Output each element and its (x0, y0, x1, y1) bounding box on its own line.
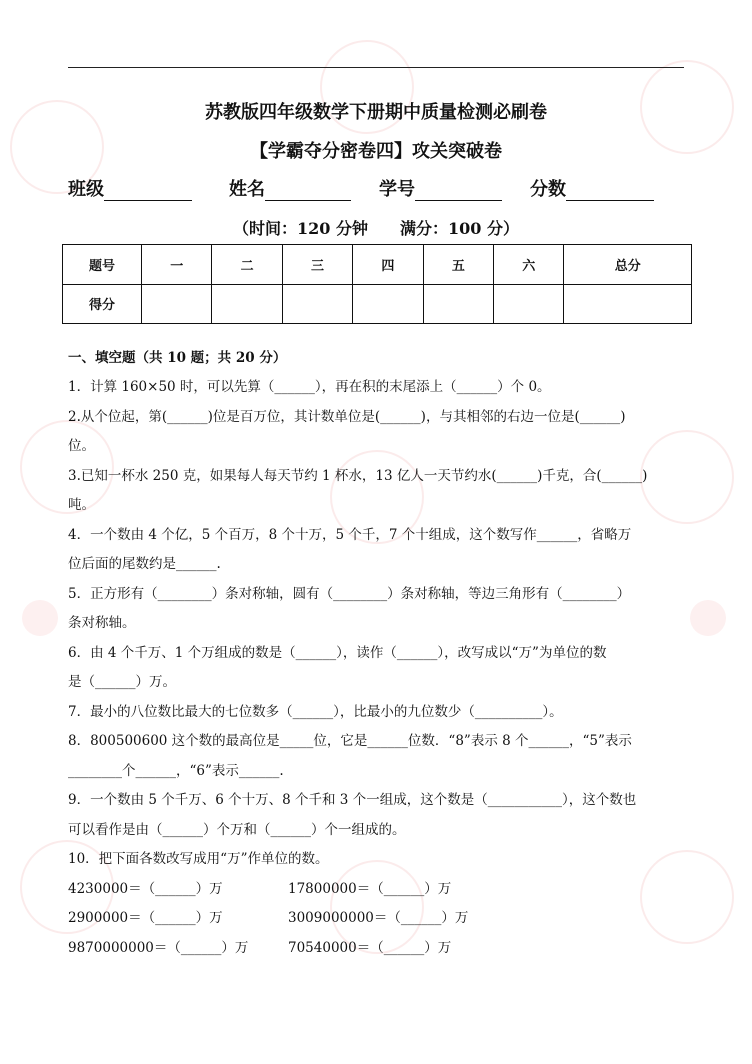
score-table-header-row (63, 245, 692, 285)
score-blank[interactable] (566, 180, 654, 201)
question-line: 可以看作是由（______）个万和（______）个一组成的。 (68, 821, 406, 838)
conversion-item: 9870000000＝（______）万 (68, 939, 249, 956)
question-line: 9．一个数由 5 个千万、6 个十万、8 个千和 3 个一组成，这个数是（___________），这个数也 (68, 792, 637, 808)
question-list (68, 373, 688, 963)
watermark-dot (690, 600, 726, 636)
question-line: 位。 (68, 438, 95, 454)
score-row-label: 得分 (63, 284, 142, 324)
name-label: 姓名 (229, 179, 265, 200)
conversion-item: 17800000＝（______）万 (288, 880, 452, 897)
question-line: 3.已知一杯水 250 克，如果每人每天节约 1 杯水，13 亿人一天节约水(______)千克，合(______) (68, 467, 648, 484)
score-table-score-row (63, 284, 692, 324)
conversion-item: 2900000＝（______）万 (68, 910, 223, 926)
score-field (530, 175, 654, 201)
score-cell[interactable] (423, 284, 493, 324)
class-field (68, 175, 192, 201)
score-cell[interactable] (353, 284, 423, 324)
question-line: 1．计算 160×50 时，可以先算（______），再在积的末尾添上（______）个 0。 (68, 379, 551, 395)
exam-title: 苏教版四年级数学下册期中质量检测必刷卷 (205, 102, 547, 123)
conversion-item: 4230000＝（______）万 (68, 880, 223, 897)
table-header-cell: 五 (423, 245, 493, 285)
exam-subtitle: 【学霸夺分密卷四】攻关突破卷 (250, 141, 502, 162)
table-header-cell: 一 (142, 245, 212, 285)
table-header-cell: 二 (212, 245, 282, 285)
score-cell[interactable] (282, 284, 352, 324)
score-cell[interactable] (212, 284, 282, 324)
question-line: 2.从个位起，第(______)位是百万位，其计数单位是(______)，与其相邻的右边一位是(______) (68, 408, 626, 425)
class-label: 班级 (68, 179, 104, 200)
student-info-row (68, 175, 688, 203)
score-cell[interactable] (564, 284, 692, 324)
conversion-row (68, 904, 688, 934)
conversion-item: 70540000＝（______）万 (288, 939, 452, 956)
score-table (62, 244, 692, 324)
table-header-cell: 题号 (63, 245, 142, 285)
student-id-label: 学号 (379, 179, 415, 200)
table-header-cell: 六 (494, 245, 564, 285)
question-line: 位后面的尾数约是______. (68, 556, 221, 572)
question-line: 是（______）万。 (68, 674, 176, 690)
header-rule (68, 67, 684, 68)
table-header-cell: 四 (353, 245, 423, 285)
name-blank[interactable] (265, 180, 351, 201)
conversion-row (68, 934, 688, 964)
student-id-field (379, 175, 502, 201)
section-title: 一、填空题（共 10 题；共 20 分） (68, 350, 287, 366)
class-blank[interactable] (104, 180, 192, 201)
conversion-row (68, 875, 688, 905)
table-header-cell: 总分 (564, 245, 692, 285)
table-header-cell: 三 (282, 245, 352, 285)
watermark-dot (22, 600, 58, 636)
conversion-item: 3009000000＝（______）万 (288, 910, 469, 926)
question-line: 8．800500600 这个数的最高位是_____位，它是______位数．“8”表示 8 个______，“5”表示 (68, 733, 632, 749)
score-cell[interactable] (494, 284, 564, 324)
question-line: ________个______，“6”表示______. (68, 762, 284, 779)
question-line: 吨。 (68, 497, 95, 513)
score-cell[interactable] (142, 284, 212, 324)
name-field (229, 175, 351, 201)
time-info: （时间：120 分钟 满分：100 分） (233, 219, 519, 238)
question-line: 7．最小的八位数比最大的七位数多（______），比最小的九位数少（__________）。 (68, 703, 563, 720)
question-line: 5．正方形有（________）条对称轴，圆有（________）条对称轴，等边三角形有（________） (68, 585, 631, 602)
score-label: 分数 (530, 179, 566, 200)
question-line: 4．一个数由 4 个亿，5 个百万，8 个十万，5 个千，7 个十组成，这个数写作______，省略万 (68, 526, 632, 543)
student-id-blank[interactable] (415, 180, 502, 201)
question-line: 6．由 4 个千万、1 个万组成的数是（______），读作（______），改写成以“万”为单位的数 (68, 644, 607, 661)
question-line: 10．把下面各数改写成用“万”作单位的数。 (68, 851, 329, 867)
question-line: 条对称轴。 (68, 615, 136, 631)
